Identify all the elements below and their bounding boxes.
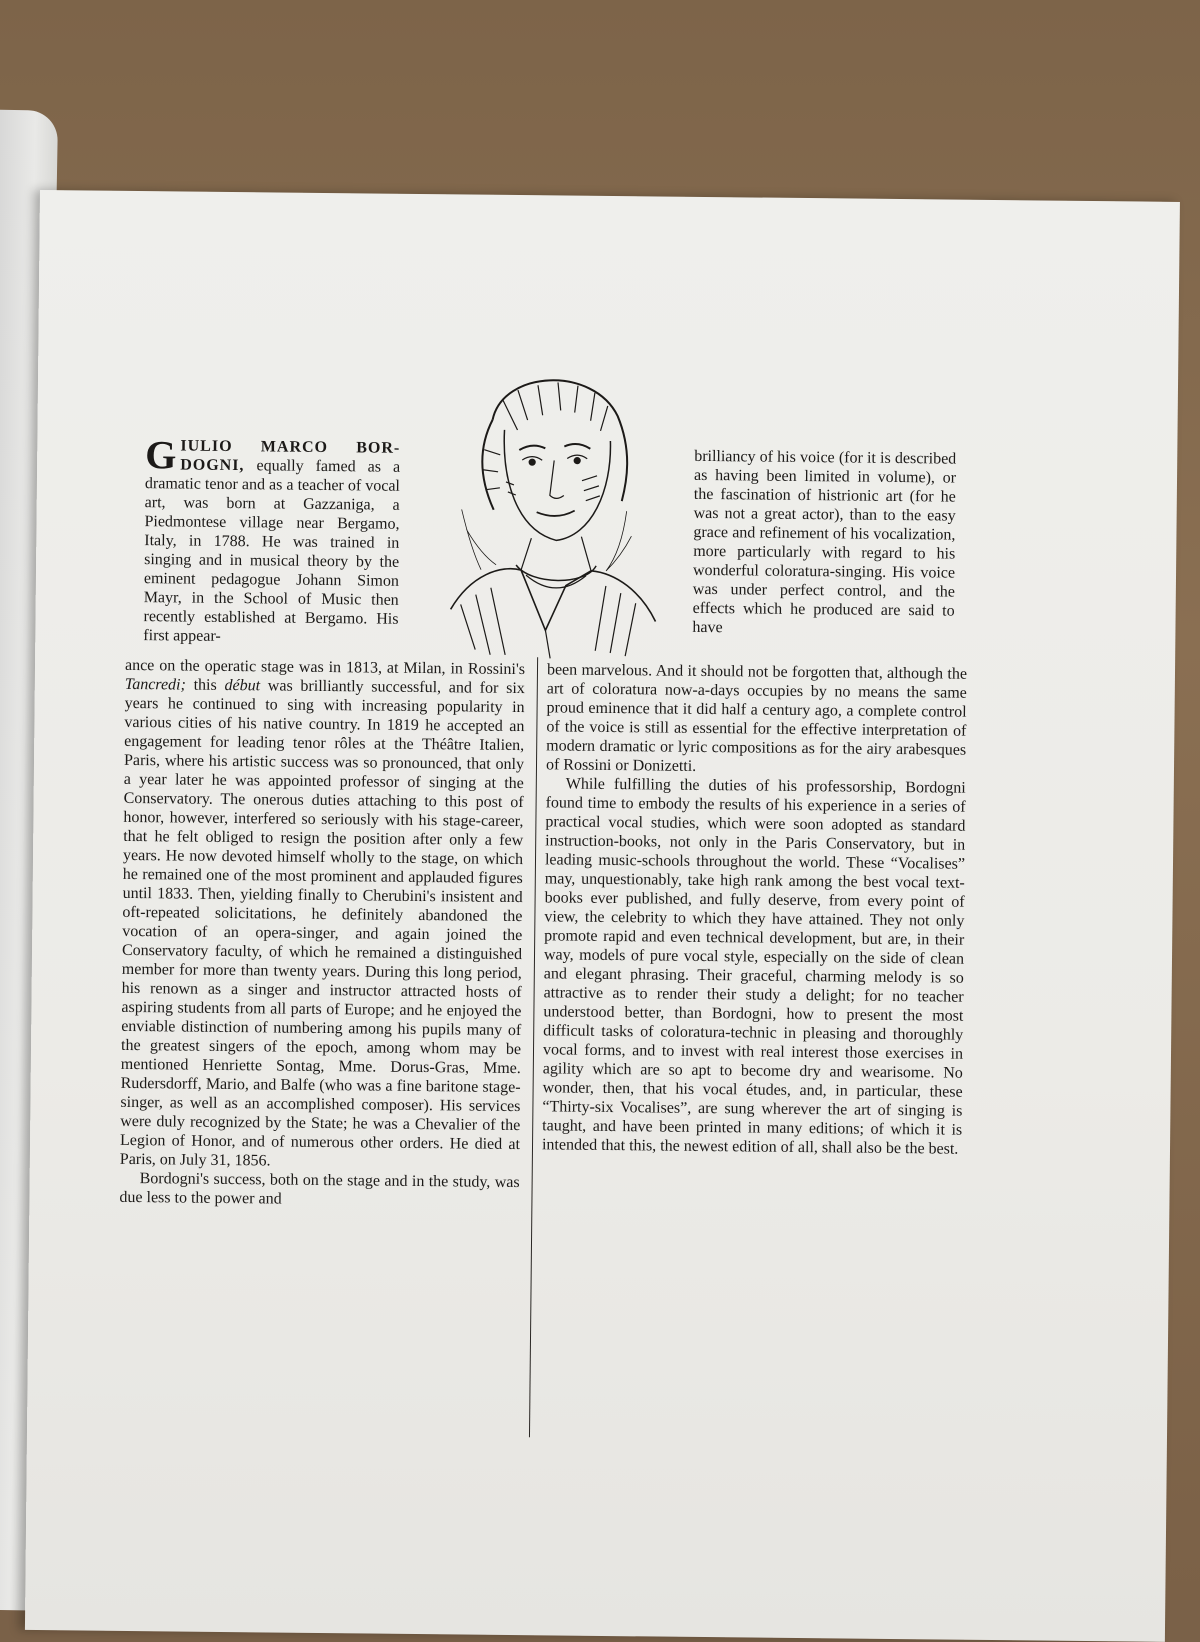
column-divider bbox=[529, 657, 538, 1437]
biography-text-b: this bbox=[193, 676, 217, 694]
biography-text-a: ance on the operatic stage was in 1813, at Milan, in Rossini's bbox=[124, 656, 526, 679]
biography-text-c: was brilliantly successful, and for six years he continued to sing with increasing popularity in various cities of his native country. In 1819 he accepted an engagement for leading tenor rôles at the Théâtre Italien, Paris, where his artistic success was so pronounced, that only a year later he was appointed professor of singing at the Conservatory. The onerous duties attaching to this post of honor, however, interfered so seriously with his stage-career, that he felt obliged to resign the position after only a few years. He now devoted himself wholly to the stage, on which he remained one of the most prominent and applauded figures until 1833. Then, yielding finally to Cherubini's insistent and oft-repeated solicitations, he definitely abandoned the vocation of an opera-singer, and again joined the Conservatory faculty, of which he remained a distinguished member for more than twenty years. During this long period, his renown as a singer and instructor attracted hosts of aspiring students from all parts of Europe; and he enjoyed the enviable distinction of numbering among his pupils many of the greatest singers of the epoch, among whom may be mentioned Henriette Sontag, Mme. Dorus-Gras, Mme. Rudersdorff, Mario, and Balfe (who was a fine baritone stage-singer, as well as an accomplished composer). His services were duly recognized by the State; he was a Chevalier of the Legion of Honor, and of numerous other orders. He died at Paris, on July 31, 1856. bbox=[119, 677, 525, 1170]
vocalises-paragraph: While fulfilling the duties of his professorship, Bordogni found time to embody the results of his experience in a series of practical vocal studies, which were soon adopted as standard instruction-books, not only in the Paris Conservatory, but in leading music-schools throughout the world. These “Vocalises” may, unquestionably, take high rank among the best vocal text-books ever published, and fully deserve, from every point of view, the celebrity to which they have attained. They not only promote rapid and even technical development, but are, in their way, models of pure vocal style, especially on the side of clean and elegant phrasing. Their graceful, charming melody is so attractive as to render their study a delight; for no teacher understood better, than Bordogni, how to present the most difficult tasks of coloratura-technic in pleasing and thoroughly vocal forms, and to invest with real interest those exercises in agility which are so apt to become dry and wearisome. No wonder, then, that his vocal études, and, in particular, these “Thirty-six Vocalises”, are sung wherever the art of singing is taught, and have been printed in many editions; of which it is intended that this, the newest edition of all, shall also be the best. bbox=[541, 775, 966, 1158]
intro-paragraph-top bbox=[143, 432, 401, 648]
left-column bbox=[119, 656, 525, 1211]
intro-text: equally famed as a dramatic tenor and as a teacher of vocal art, was born at Gazzaniga, a Piedmontese village near Bergamo, Italy, in 1788. He was trained in singing and in musical theory by the eminent pedagogue Johann Simon Mayr, in the School of Music then recently established at Bergamo. His first appear- bbox=[143, 457, 401, 645]
portrait-engraving bbox=[420, 359, 668, 662]
book-page bbox=[25, 190, 1180, 1642]
opera-title: Tancredi; bbox=[124, 675, 186, 694]
drop-cap: G bbox=[144, 432, 177, 478]
coloratura-paragraph: been marvelous. And it should not be forgotten that, although the art of coloratura now-a-days occupies by no means the same proud eminence that it did half a century ago, a complete control of the voice is still as essential for the effective interpretation of modern dramatic or lyric compositions as for the airy arabesques of Rossini or Donizetti. bbox=[545, 661, 968, 775]
biography-paragraph bbox=[120, 656, 525, 1173]
voice-paragraph-top bbox=[692, 447, 956, 640]
debut-word: début bbox=[224, 676, 261, 695]
success-paragraph-start: Bordogni's success, both on the stage and in the study, was due less to the power and bbox=[119, 1170, 520, 1208]
right-column bbox=[542, 660, 967, 1158]
voice-text: brilliancy of his voice (for it is described as having been limited in volume), or the fascination of histrionic art (for he was not a great actor), than to the easy grace and refinement of his vocalization, more particularly with regard to his wonderful coloratura-singing. His voice was under perfect control, and the effects which he produced are said to have bbox=[692, 447, 957, 637]
subject-name: IULIO MARCO BOR-DOGNI, bbox=[180, 437, 401, 475]
